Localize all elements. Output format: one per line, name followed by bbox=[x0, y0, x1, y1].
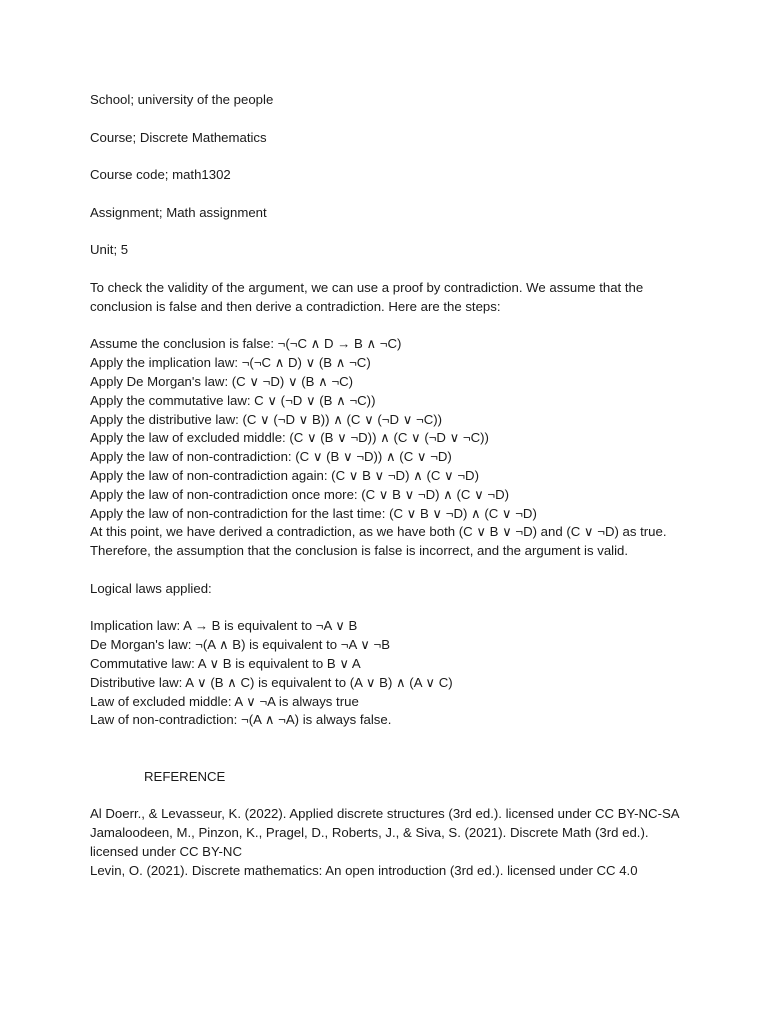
spacer bbox=[90, 223, 690, 242]
conclusion-paragraph: At this point, we have derived a contradiction, as we have both (C ∨ B ∨ ¬D) and (C ∨ ¬D) as true. Therefore, the assumption that the conclusion is false is incorrect, and the argument is valid. bbox=[90, 524, 667, 559]
course-code-line: Course code; math1302 bbox=[90, 167, 231, 183]
reference-item: Jamaloodeen, M., Pinzon, K., Pragel, D., Roberts, J., & Siva, S. (2021). Discrete Math (3rd ed.). licensed under CC BY-NC bbox=[90, 825, 649, 859]
proof-step: Assume the conclusion is false: ¬(¬C ∧ D → B ∧ ¬C) bbox=[90, 336, 402, 352]
unit-line: Unit; 5 bbox=[90, 242, 129, 258]
proof-step: Apply the commutative law: C ∨ (¬D ∨ (B ∧ ¬C)) bbox=[90, 392, 376, 408]
proof-step: Apply De Morgan's law: (C ∨ ¬D) ∨ (B ∧ ¬C) bbox=[90, 373, 354, 389]
law-item: Law of non-contradiction: ¬(A ∧ ¬A) is always false. bbox=[90, 712, 392, 728]
proof-step: Apply the implication law: ¬(¬C ∧ D) ∨ (B ∧ ¬C) bbox=[90, 355, 371, 371]
law-item: Commutative law: A ∨ B is equivalent to B ∨ A bbox=[90, 655, 361, 671]
proof-step: Apply the law of non-contradiction once more: (C ∨ B ∨ ¬D) ∧ (C ∨ ¬D) bbox=[90, 486, 510, 502]
law-item: Law of excluded middle: A ∨ ¬A is always true bbox=[90, 693, 359, 709]
proof-step: Apply the distributive law: (C ∨ (¬D ∨ B)) ∧ (C ∨ (¬D ∨ ¬C)) bbox=[90, 411, 443, 427]
course-line: Course; Discrete Mathematics bbox=[90, 129, 267, 145]
reference-list bbox=[90, 805, 690, 880]
spacer bbox=[90, 786, 690, 805]
intro-paragraph: To check the validity of the argument, we can use a proof by contradiction. We assume that the conclusion is false and then derive a contradiction. Here are the steps: bbox=[90, 279, 644, 314]
reference-item: Levin, O. (2021). Discrete mathematics: An open introduction (3rd ed.). licensed under CC 4.0 bbox=[90, 862, 638, 878]
law-item: Distributive law: A ∨ (B ∧ C) is equivalent to (A ∨ B) ∧ (A ∨ C) bbox=[90, 674, 453, 690]
spacer bbox=[90, 260, 690, 279]
laws-list bbox=[90, 617, 690, 730]
spacer bbox=[90, 147, 690, 166]
document-body bbox=[90, 91, 690, 880]
spacer bbox=[90, 561, 690, 580]
reference-item: Al Doerr., & Levasseur, K. (2022). Applied discrete structures (3rd ed.). licensed under CC BY-NC-SA bbox=[90, 806, 680, 822]
proof-step: Apply the law of non-contradiction for the last time: (C ∨ B ∨ ¬D) ∧ (C ∨ ¬D) bbox=[90, 505, 537, 521]
spacer bbox=[90, 599, 690, 618]
spacer bbox=[90, 110, 690, 129]
spacer bbox=[90, 317, 690, 336]
spacer bbox=[90, 730, 690, 749]
school-line: School; university of the people bbox=[90, 92, 274, 107]
proof-step: Apply the law of non-contradiction again: (C ∨ B ∨ ¬D) ∧ (C ∨ ¬D) bbox=[90, 467, 479, 483]
law-item: De Morgan's law: ¬(A ∧ B) is equivalent to ¬A ∨ ¬B bbox=[90, 637, 391, 653]
law-item: Implication law: A → B is equivalent to ¬A ∨ B bbox=[90, 618, 358, 634]
reference-heading: REFERENCE bbox=[144, 768, 226, 784]
laws-heading: Logical laws applied: bbox=[90, 580, 212, 596]
spacer bbox=[90, 749, 690, 768]
proof-step: Apply the law of non-contradiction: (C ∨ (B ∨ ¬D)) ∧ (C ∨ ¬D) bbox=[90, 449, 452, 465]
spacer bbox=[90, 185, 690, 204]
proof-steps bbox=[90, 335, 690, 523]
proof-step: Apply the law of excluded middle: (C ∨ (B ∨ ¬D)) ∧ (C ∨ (¬D ∨ ¬C)) bbox=[90, 430, 489, 446]
assignment-line: Assignment; Math assignment bbox=[90, 204, 267, 220]
